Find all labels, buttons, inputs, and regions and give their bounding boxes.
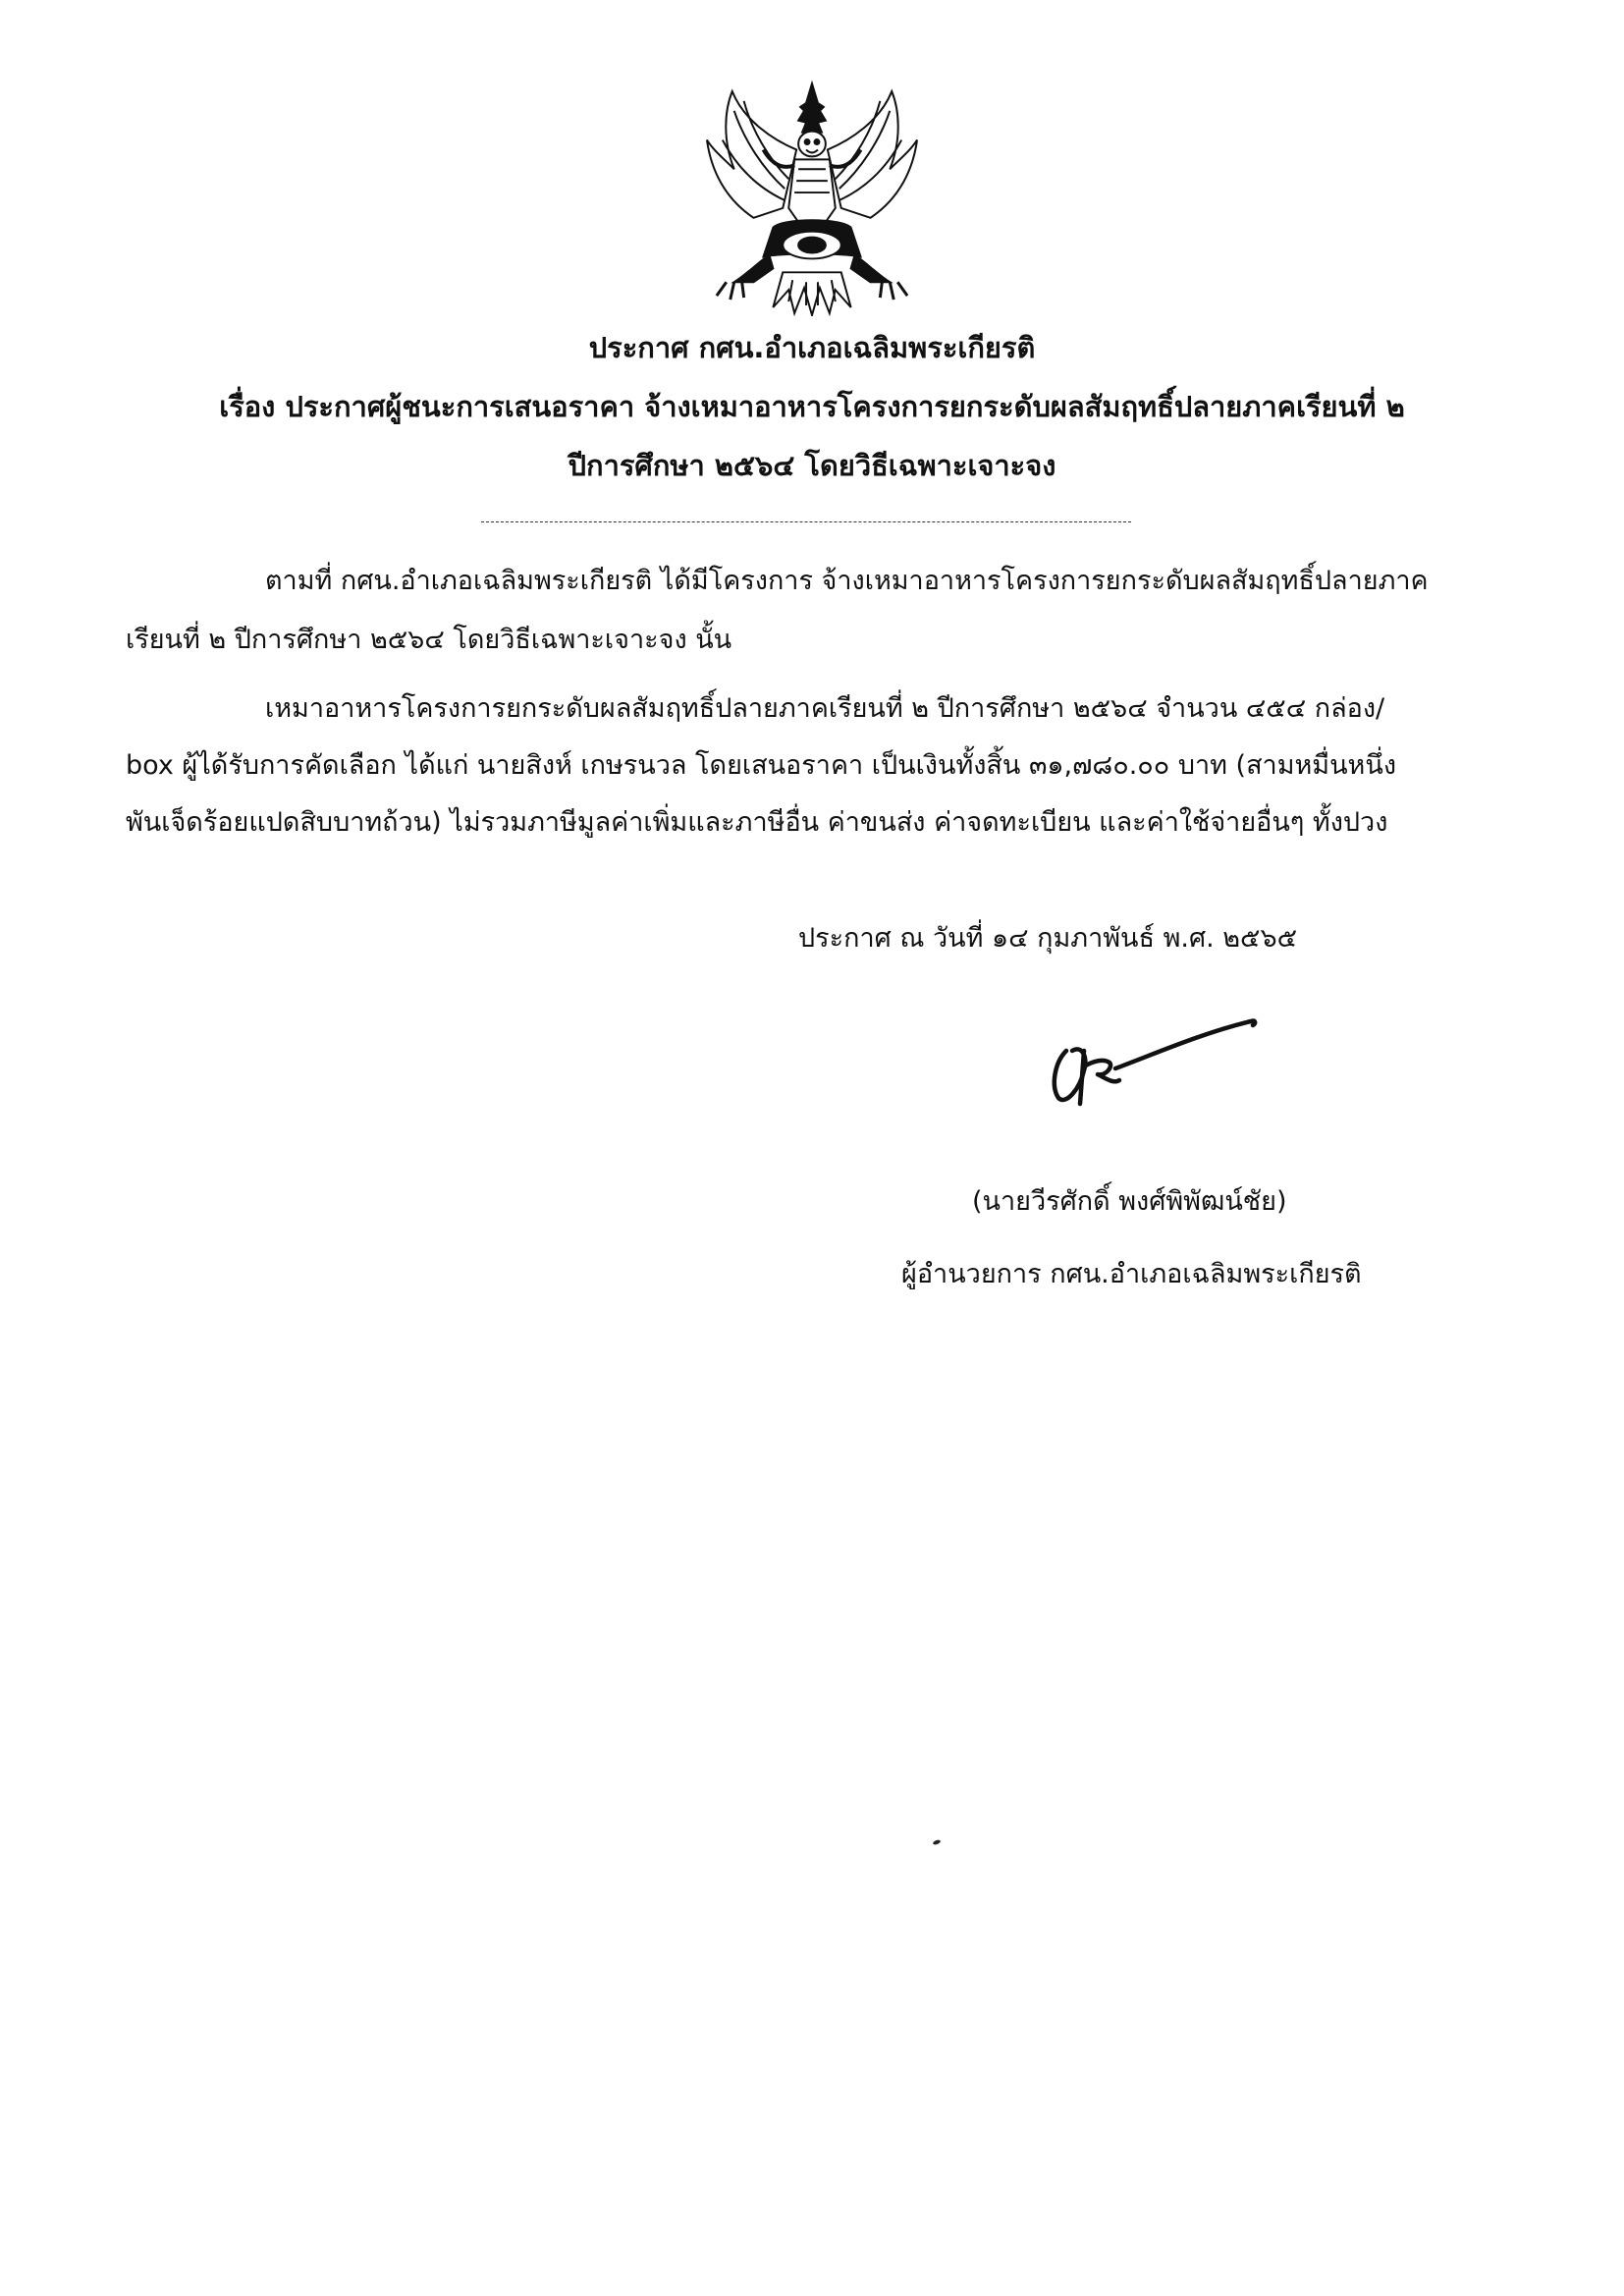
paragraph-2-line-1: เหมาอาหารโครงการยกระดับผลสัมฤทธิ์ปลายภาคเรียนที่ ๒ ปีการศึกษา ๒๕๖๔ จำนวน ๔๕๔ กล่อง/ [265, 693, 1385, 724]
announcement-subject: เรื่อง ประกาศผู้ชนะการเสนอราคา จ้างเหมาอาหารโครงการยกระดับผลสัมฤทธิ์ปลายภาคเรียนที่ ๒ [219, 390, 1405, 423]
announcement-date: ประกาศ ณ วันที่ ๑๔ กุมภาพันธ์ พ.ศ. ๒๕๖๕ [798, 923, 1298, 954]
heading-divider [481, 521, 1131, 522]
scan-speck [933, 1839, 942, 1845]
paragraph-1-line-2: เรียนที่ ๒ ปีการศึกษา ๒๕๖๔ โดยวิธีเฉพาะเจาะจง นั้น [126, 625, 732, 655]
announcement-subject-continued: ปีการศึกษา ๒๕๖๔ โดยวิธีเฉพาะเจาะจง [568, 449, 1056, 482]
paragraph-2-line-3: พันเจ็ดร้อยแปดสิบบาทถ้วน) ไม่รวมภาษีมูลค่าเพิ่มและภาษีอื่น ค่าขนส่ง ค่าจดทะเบียน และค่าใช้จ่ายอื่นๆ ทั้งปวง [126, 807, 1388, 838]
garuda-emblem-icon [705, 81, 919, 316]
paragraph-1-line-1: ตามที่ กศน.อำเภอเฉลิมพระเกียรติ ได้มีโครงการ จ้างเหมาอาหารโครงการยกระดับผลสัมฤทธิ์ปลายภาค [265, 566, 1429, 596]
signer-name: (นายวีรศักดิ์ พงศ์พิพัฒน์ชัย) [972, 1186, 1287, 1217]
handwritten-signature-icon [1045, 1002, 1263, 1115]
paragraph-2-line-2: box ผู้ได้รับการคัดเลือก ได้แก่ นายสิงห์ เกษรนวล โดยเสนอราคา เป็นเงินทั้งสิ้น ๓๑,๗๘๐.๐๐ บาท (สามหมื่นหนึ่ง [126, 750, 1396, 781]
signer-title: ผู้อำนวยการ กศน.อำเภอเฉลิมพระเกียรติ [901, 1259, 1362, 1289]
announcement-heading: ประกาศ กศน.อำเภอเฉลิมพระเกียรติ [588, 331, 1036, 364]
